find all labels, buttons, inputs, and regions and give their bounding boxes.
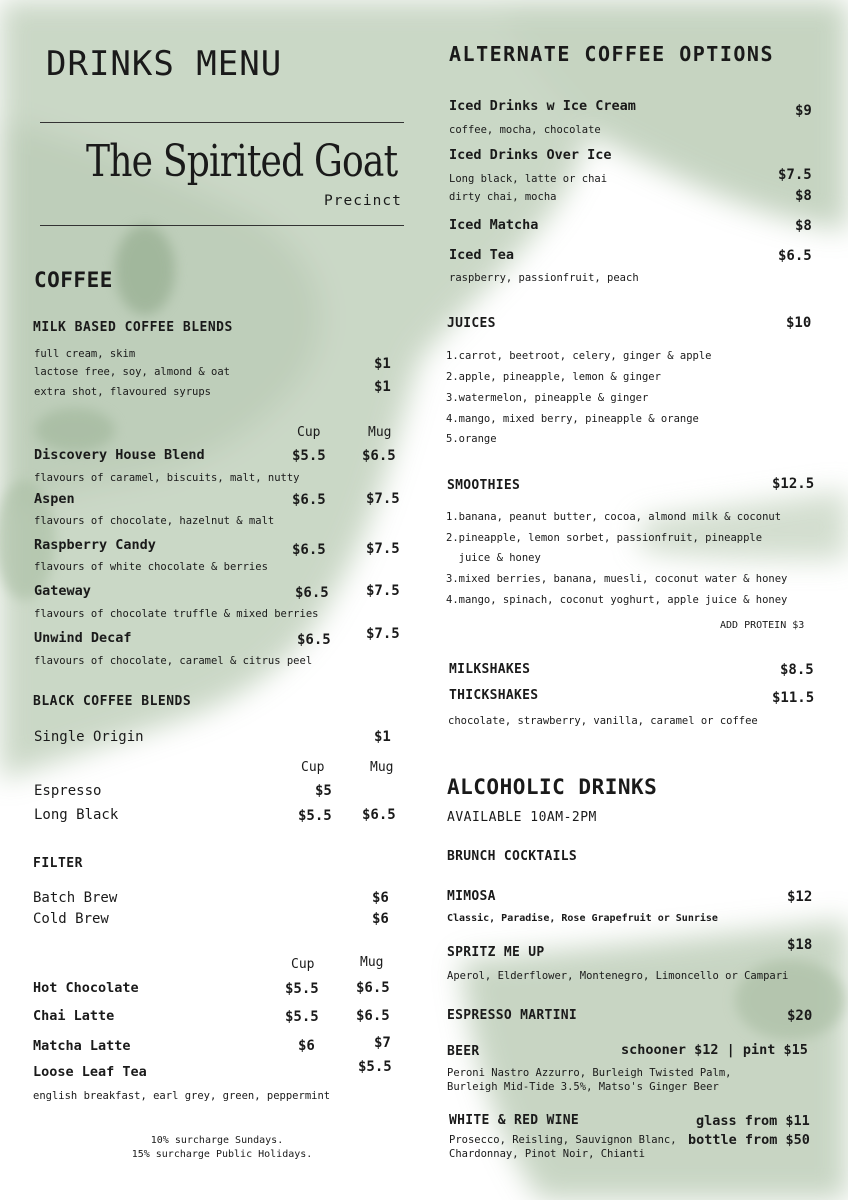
coffee-heading: COFFEE xyxy=(34,268,113,292)
menu-item-name: Chai Latte xyxy=(33,1008,115,1024)
cup-price: $5.5 xyxy=(292,448,326,464)
cup-price: $6.5 xyxy=(295,585,329,601)
page-title: DRINKS MENU xyxy=(46,44,283,84)
menu-item-name: MIMOSA xyxy=(447,889,496,904)
menu-item-desc: Aperol, Elderflower, Montenegro, Limoncello or Campari xyxy=(447,970,789,982)
menu-item-name: Unwind Decaf xyxy=(34,630,132,646)
menu-item-desc: Burleigh Mid-Tide 3.5%, Matso's Ginger Beer xyxy=(447,1081,719,1093)
single-origin-price: $1 xyxy=(374,729,391,745)
menu-item-name: Aspen xyxy=(34,491,75,507)
mug-price: $6.5 xyxy=(362,448,396,464)
mug-price: $6.5 xyxy=(356,1008,390,1024)
mug-price: $7.5 xyxy=(366,626,400,642)
mug-price: $7 xyxy=(374,1035,391,1051)
smoothies-heading: SMOOTHIES xyxy=(447,478,521,493)
mug-price: $6.5 xyxy=(362,807,396,823)
menu-item-name: Matcha Latte xyxy=(33,1038,131,1054)
col-header-mug: Mug xyxy=(368,425,392,440)
menu-item-name: Long Black xyxy=(34,807,119,823)
milk-option: lactose free, soy, almond & oat xyxy=(34,366,230,378)
menu-item-desc: Classic, Paradise, Rose Grapefruit or Sunrise xyxy=(447,913,718,924)
menu-item-name: Discovery House Blend xyxy=(34,447,205,463)
item-price: $18 xyxy=(787,937,813,953)
black-blends-heading: BLACK COFFEE BLENDS xyxy=(33,694,192,709)
col-header-cup: Cup xyxy=(291,957,315,972)
menu-item-desc: flavours of chocolate, caramel & citrus peel xyxy=(34,655,313,667)
menu-item-name: Raspberry Candy xyxy=(34,537,156,553)
mug-price: $7.5 xyxy=(366,541,400,557)
juices-heading: JUICES xyxy=(447,316,496,331)
menu-item-desc: flavours of caramel, biscuits, malt, nutty xyxy=(34,472,300,484)
menu-item-name: Iced Drinks w Ice Cream xyxy=(449,98,636,114)
smoothie-item: 3.mixed berries, banana, muesli, coconut water & honey xyxy=(446,573,788,585)
menu-item-name: Cold Brew xyxy=(33,911,109,927)
header-rule-bottom xyxy=(40,225,404,226)
menu-item-name: Gateway xyxy=(34,583,91,599)
alcohol-heading: ALCOHOLIC DRINKS xyxy=(447,775,658,799)
mug-price: $6.5 xyxy=(356,980,390,996)
thickshakes-price: $11.5 xyxy=(772,690,815,706)
cup-price: $5 xyxy=(315,783,332,799)
item-price: schooner $12 | pint $15 xyxy=(621,1042,808,1058)
menu-item-name: Iced Drinks Over Ice xyxy=(449,147,612,163)
menu-item-desc: coffee, mocha, chocolate xyxy=(449,124,601,136)
juice-item: 2.apple, pineapple, lemon & ginger xyxy=(446,371,661,383)
menu-item-name: Iced Tea xyxy=(449,247,515,263)
milk-option: full cream, skim xyxy=(34,348,136,360)
menu-item-name: Espresso xyxy=(34,783,102,799)
menu-item-name: BEER xyxy=(447,1044,480,1059)
item-price: $6 xyxy=(372,890,389,906)
cup-price: $6.5 xyxy=(292,492,326,508)
item-price: $9 xyxy=(795,103,812,119)
mug-price: $7.5 xyxy=(366,491,400,507)
menu-item-desc: english breakfast, earl grey, green, peppermint xyxy=(33,1090,331,1102)
item-price: bottle from $50 xyxy=(688,1132,810,1148)
thickshakes-heading: THICKSHAKES xyxy=(449,688,539,703)
brunch-cocktails-heading: BRUNCH COCKTAILS xyxy=(447,849,578,864)
col-header-mug: Mug xyxy=(370,760,394,775)
milkshakes-heading: MILKSHAKES xyxy=(449,662,531,677)
logo-subtitle: Precinct xyxy=(324,193,402,209)
menu-item-desc: raspberry, passionfruit, peach xyxy=(449,272,639,284)
menu-item-name: Loose Leaf Tea xyxy=(33,1064,147,1080)
shakes-desc: chocolate, strawberry, vanilla, caramel or coffee xyxy=(448,715,758,727)
menu-item-name: Batch Brew xyxy=(33,890,118,906)
alternate-heading: ALTERNATE COFFEE OPTIONS xyxy=(449,42,774,66)
filter-heading: FILTER xyxy=(33,856,83,871)
smoothie-item: 1.banana, peanut butter, cocoa, almond milk & coconut xyxy=(446,511,782,523)
cup-price: $6.5 xyxy=(292,542,326,558)
menu-item-desc: dirty chai, mocha xyxy=(449,191,557,203)
menu-item-name: WHITE & RED WINE xyxy=(449,1113,580,1128)
milkshakes-price: $8.5 xyxy=(780,662,814,678)
menu-item-desc: Peroni Nastro Azzurro, Burleigh Twisted Palm, xyxy=(447,1067,732,1079)
item-price: $6.5 xyxy=(778,248,812,264)
item-price: $6 xyxy=(372,911,389,927)
milk-blends-heading: MILK BASED COFFEE BLENDS xyxy=(33,320,233,335)
smoothie-item: 2.pineapple, lemon sorbet, passionfruit, pineapple xyxy=(446,532,763,544)
item-price: $8 xyxy=(795,188,812,204)
smoothie-item: 4.mango, spinach, coconut yoghurt, apple juice & honey xyxy=(446,594,788,606)
cup-price: $5.5 xyxy=(285,981,319,997)
menu-item-name: Iced Matcha xyxy=(449,217,539,233)
item-price: glass from $11 xyxy=(696,1113,810,1129)
surcharge-note: 10% surcharge Sundays. xyxy=(150,1135,284,1146)
cup-price: $5.5 xyxy=(298,808,332,824)
header-rule-top xyxy=(40,122,404,123)
logo-name: The Spirited Goat xyxy=(86,136,398,187)
surcharge-note: 15% surcharge Public Holidays. xyxy=(131,1149,313,1160)
mug-price: $7.5 xyxy=(366,583,400,599)
cup-price: $6.5 xyxy=(297,632,331,648)
milk-option: extra shot, flavoured syrups xyxy=(34,386,212,398)
menu-item-desc: flavours of chocolate, hazelnut & malt xyxy=(34,515,275,527)
juice-item: 1.carrot, beetroot, celery, ginger & apple xyxy=(446,350,712,362)
col-header-cup: Cup xyxy=(297,425,321,440)
col-header-mug: Mug xyxy=(360,955,384,970)
milk-option-price: $1 xyxy=(374,379,391,395)
menu-item-name: Hot Chocolate xyxy=(33,980,139,996)
alcohol-availability: AVAILABLE 10AM-2PM xyxy=(447,810,597,825)
smoothies-price: $12.5 xyxy=(772,476,815,492)
menu-item-name: ESPRESSO MARTINI xyxy=(447,1008,578,1023)
item-price: $20 xyxy=(787,1008,813,1024)
item-price: $8 xyxy=(795,218,812,234)
add-protein-note: ADD PROTEIN $3 xyxy=(720,620,805,631)
mug-price: $5.5 xyxy=(358,1059,392,1075)
menu-item-desc: flavours of white chocolate & berries xyxy=(34,561,268,573)
milk-option-price: $1 xyxy=(374,356,391,372)
juice-item: 5.orange xyxy=(446,433,497,445)
juices-price: $10 xyxy=(786,315,812,331)
item-price: $12 xyxy=(787,889,813,905)
juice-item: 4.mango, mixed berry, pineapple & orange xyxy=(446,413,699,425)
menu-item-desc: Chardonnay, Pinot Noir, Chianti xyxy=(449,1148,645,1160)
juice-item: 3.watermelon, pineapple & ginger xyxy=(446,392,649,404)
cup-price: $6 xyxy=(298,1038,315,1054)
smoothie-item: juice & honey xyxy=(446,552,541,564)
col-header-cup: Cup xyxy=(301,760,325,775)
single-origin-label: Single Origin xyxy=(34,729,144,745)
menu-item-desc: Prosecco, Reisling, Sauvignon Blanc, xyxy=(449,1134,677,1146)
menu-item-name: SPRITZ ME UP xyxy=(447,945,545,960)
item-price: $7.5 xyxy=(778,167,812,183)
menu-item-desc: Long black, latte or chai xyxy=(449,173,608,185)
menu-item-desc: flavours of chocolate truffle & mixed berries xyxy=(34,608,319,620)
cup-price: $5.5 xyxy=(285,1009,319,1025)
